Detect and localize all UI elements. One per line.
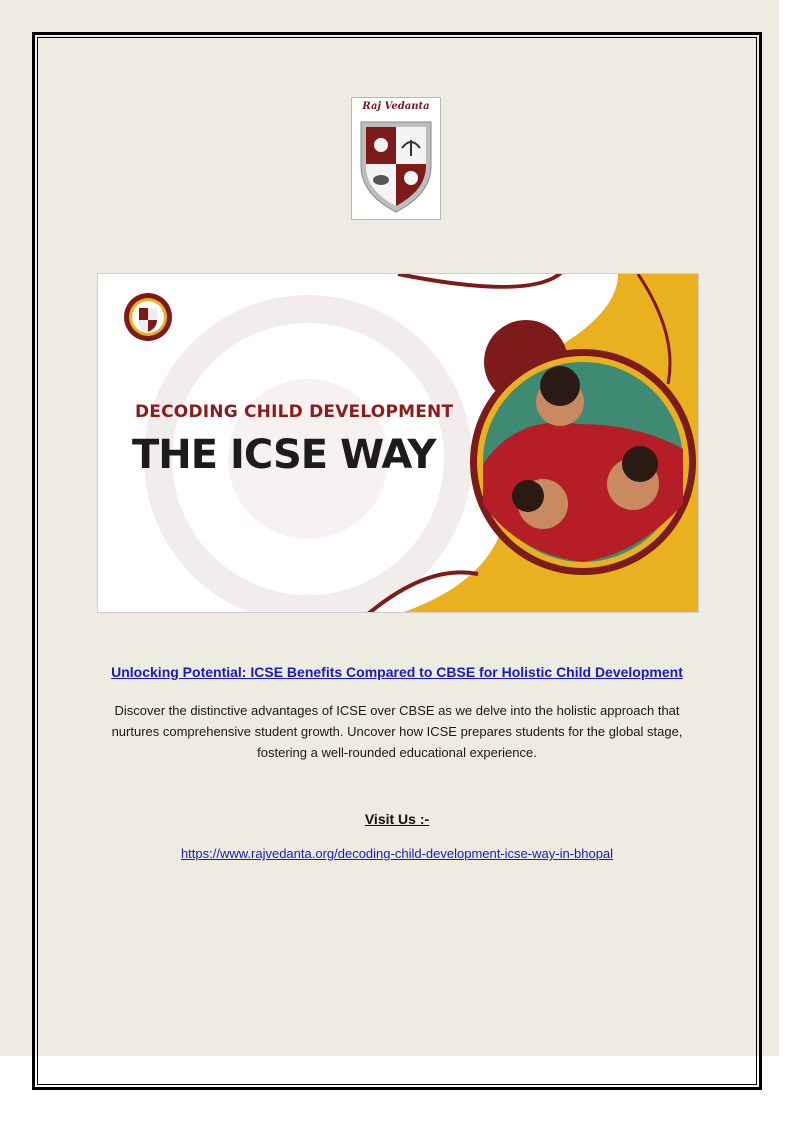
visit-us-label: Visit Us :- [364, 811, 430, 827]
website-url-link[interactable]: https://www.rajvedanta.org/decoding-child-development-icse-way-in-bhopal [180, 846, 614, 861]
banner-logo-icon [123, 292, 173, 342]
banner-subtitle: DECODING CHILD DEVELOPMENT [135, 402, 454, 422]
hero-banner [97, 273, 699, 613]
banner-title: THE ICSE WAY [132, 432, 436, 478]
logo-brand-name: Raj Vedanta [362, 101, 430, 112]
school-logo [351, 97, 441, 220]
article-title-link[interactable]: Unlocking Potential: ICSE Benefits Compared to CBSE for Holistic Child Development [111, 664, 683, 680]
article-description: Discover the distinctive advantages of ICSE over CBSE as we delve into the holistic approach that nurtures comprehensive student growth. Uncover how ICSE prepares students for the global stage, fostering a well-rounded educational experience. [111, 703, 683, 760]
crest-shield-icon [356, 114, 436, 214]
